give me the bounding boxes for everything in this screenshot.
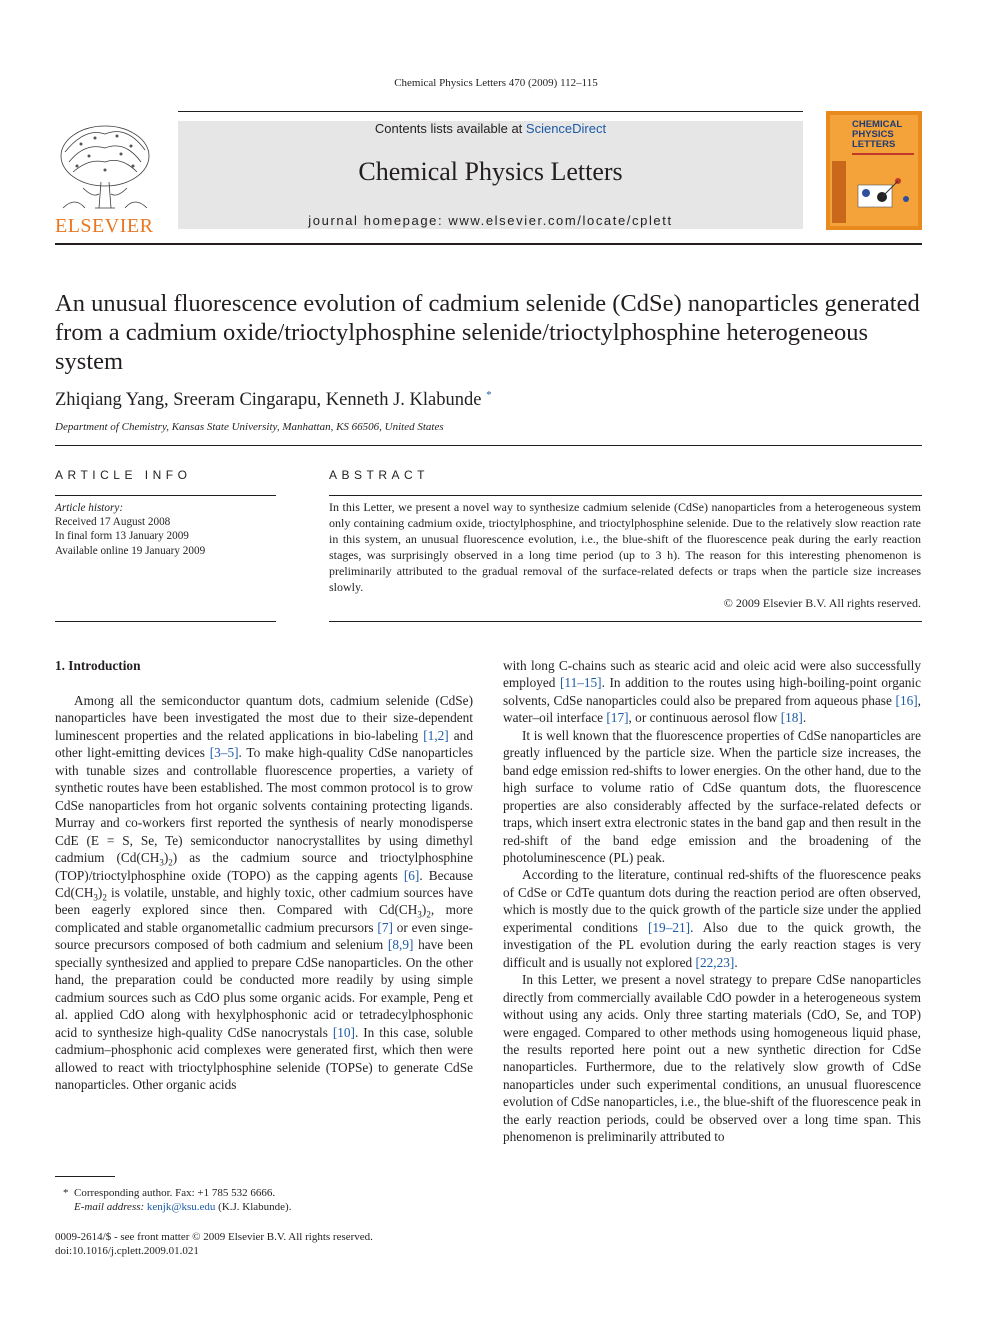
issn-line: 0009-2614/$ - see front matter © 2009 Elsevier B.V. All rights reserved. [55,1231,373,1243]
citation-link[interactable]: [7] [377,919,393,935]
elsevier-tree-icon [55,122,155,212]
paragraph: with long C-chains such as stearic acid and oleic acid were also successfully employed [11–15]. In addition to the routes using high-boiling-point organic solvents, CdSe nanoparticles could also be prepared from aqueous phase [16], water–oil interface [17], or continuous aerosol flow [18]. [503,658,921,726]
cover-title [852,120,902,150]
affiliation: Department of Chemistry, Kansas State University, Manhattan, KS 66506, United States [55,421,444,433]
footnote-email: E-mail address: kenjk@ksu.edu (K.J. Klabunde). [74,1201,292,1213]
masthead-rule [55,243,922,245]
final-form-date: In final form 13 January 2009 [55,530,189,543]
footnote-rule [55,1176,115,1177]
paragraph: In this Letter, we present a novel strategy to prepare CdSe nanoparticles directly from commercially available CdO powder in a heterogeneous system without using any acids. Only three starting materials (CdO, Se, and TOP) were engaged. Compared to other methods using homogeneous liquid phase, the results reported here point out a new synthetic direction for CdSe nanoparticles. Furthermore, due to the relatively slow growth of CdSe nanoparticles under such experimental conditions, an unusual fluorescence evolution of CdSe nanoparticles, i.e., the blue-shift of the fluorescence peak in the early reaction periods, could be observed over a long time span. This phenomenon is preliminarily attributed to [503,972,921,1145]
doi-line[interactable]: doi:10.1016/j.cplett.2009.01.021 [55,1245,199,1257]
email-link[interactable]: kenjk@ksu.edu [146,1201,216,1213]
journal-homepage[interactable]: journal homepage: www.elsevier.com/locate/cplett [308,213,673,228]
authors: Zhiqiang Yang, Sreeram Cingarapu, Kenneth J. Klabunde [55,390,482,411]
contents-line [178,121,803,136]
citation-link[interactable]: [22,23] [695,954,735,970]
citation-link[interactable]: [18] [780,710,803,726]
citation-link[interactable]: [1,2] [423,727,449,743]
sciencedirect-link[interactable]: ScienceDirect [525,121,607,136]
article-info-rule [55,495,276,496]
received-date: Received 17 August 2008 [55,516,171,529]
running-head: Chemical Physics Letters 470 (2009) 112–115 [394,77,598,89]
right-column [503,657,921,1146]
top-rule [178,111,803,112]
bottom-matter [55,1230,373,1258]
article-title: An unusual fluorescence evolution of cadmium selenide (CdSe) nanoparticles generated from a cadmium oxide/trioctylphosphine selenide/trioctylphosphine heterogeneous system [55,290,920,375]
citation-link[interactable]: [16] [895,692,918,708]
citation-link[interactable]: [17] [606,710,629,726]
citation-link[interactable]: [10] [332,1024,355,1040]
history-label: Article history: [55,502,124,514]
abstract-bottom-rule [329,621,922,622]
abstract-text [329,499,921,611]
abstract-rule [329,495,922,496]
citation-link[interactable]: [8,9] [387,937,414,953]
citation-link[interactable]: [3–5] [209,745,239,761]
cover-title-line: CHEMICAL [852,119,903,130]
footnote [63,1186,291,1214]
elsevier-logo [55,122,155,237]
footnote-corresponding: * Corresponding author. Fax: +1 785 532 6666. [63,1187,276,1199]
cover-title-line: PHYSICS [852,129,894,140]
paragraph: According to the literature, continual red-shifts of the fluorescence peaks of CdSe or CdTe quantum dots during the reaction period are often observed, which is mostly due to the quick growth of the particle size under the applied experimental conditions [19–21]. Also due to the quick growth, the investigation of the PL evolution during the early reaction stages is very difficult and is usually not explored [22,23]. [503,867,921,970]
journal-cover [826,111,922,230]
cover-molecule-icon [850,169,916,221]
abstract-body: In this Letter, we present a novel way to synthesize cadmium selenide (CdSe) nanoparticles from a heterogeneous system only containing cadmium oxide, trioctylphosphine, and trioctylphosphine selenide. Due to the relatively slow reaction rate in this system, an unusual fluorescence evolution, i.e., the blue-shift of the fluorescence peak during the early reaction stages, was surprisingly observed in a long time period (up to 3 h). The reason for this interesting phenomenon is preliminarily attributed to the gradual removal of the surface-related defects or traps when the particle size increases slowly. [329,500,921,594]
paragraph: Among all the semiconductor quantum dots, cadmium selenide (CdSe) nanoparticles have been investigated the most due to their size-dependent luminescent properties and the related applications in bio-labeling [1,2] and other light-emitting devices [3–5]. To make high-quality CdSe nanoparticles with tunable sizes and controllable fluorescence properties, a variety of synthetic routes have been established. The most common protocol is to grow CdSe nanoparticles from hot organic solvents containing protecting ligands. Murray and co-workers first reported the synthesis of nearly monodisperse CdE (E = S, Se, Te) semiconductor nanocrystallites by using dimethyl cadmium $(Cd(CH_3)_2)$ as the cadmium source and trioctylphosphine (TOP)/trioctylphosphine oxide (TOPO) as the capping agents [6]. Because $Cd(CH_3)_2$ is volatile, unstable, and highly toxic, other cadmium sources have been eagerly explored since then. Compared with $Cd(CH_3)_2$, more complicated and stable organometallic cadmium precursors [7] or even singe-source precursors composed of both cadmium and selenium [8,9] have been specially synthesized and applied to prepare CdSe nanoparticles. On the other hand, the preparation could be conducted more readily by using simple cadmium sources such as CdO plus some organic acids. For example, Peng et al. applied CdO along with hexylphosphonic acid or tetradecylphosphonic acid to synthesize high-quality CdSe nanocrystals [10]. In this case, soluble cadmium–phosphonic acid complexes were generated first, which then were allowed to react with trioctylphosphine selenide (TOPSe) to generate CdSe nanoparticles. Other organic acids [55,693,473,1092]
journal-name: Chemical Physics Letters [358,157,623,186]
article-info-heading: ARTICLE INFO [55,468,192,482]
citation-link[interactable]: [11–15] [559,675,602,691]
elsevier-wordmark: ELSEVIER [55,215,154,237]
abstract-heading: ABSTRACT [329,468,430,482]
cover-title-line: LETTERS [852,139,896,150]
citation-link[interactable]: [19–21] [647,919,691,935]
citation-link[interactable]: [6] [403,867,420,883]
left-column [55,692,473,1093]
paragraph: It is well known that the fluorescence properties of CdSe nanoparticles are greatly influenced by the particle size. When the particle size increases, the band edge emission red-shifts to lower energies. On the other hand, due to the high surface to volume ratio of CdSe quantum dots, the fluorescence properties are also considerably affected by the surface-related defects or traps, which insert extra electronic states in the band gap and then result in the red-shift of the band edge emission and the broadening of the photoluminescence (PL) peak. [503,727,921,865]
section-heading: 1. Introduction [55,658,141,673]
author-line [55,389,492,411]
contents-prefix: Contents lists available at [374,121,526,136]
abstract-copyright: © 2009 Elsevier B.V. All rights reserved. [723,596,921,610]
affiliation-rule [55,445,922,446]
article-history [55,501,205,558]
online-date: Available online 19 January 2009 [55,544,206,557]
corresponding-mark[interactable]: * [486,389,492,401]
article-info-bottom-rule [55,621,276,622]
